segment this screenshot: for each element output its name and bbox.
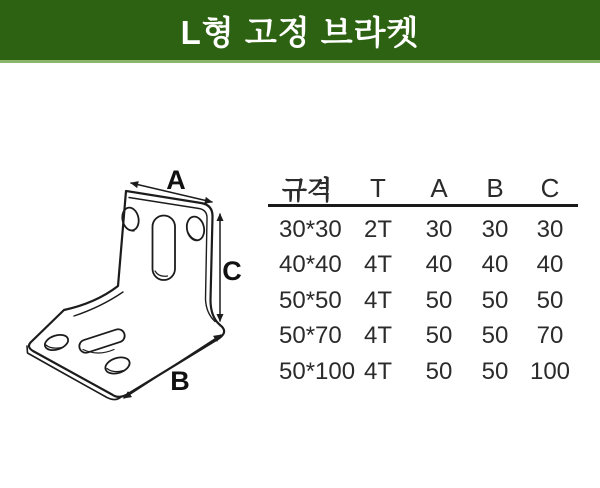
cell-t: 4T	[363, 322, 392, 350]
bracket-outline	[27, 191, 224, 400]
cell-c: 30	[536, 215, 564, 243]
cell-a: 30	[425, 215, 453, 243]
table-row	[268, 354, 578, 390]
cell-c: 40	[536, 251, 564, 279]
cell-a: 50	[425, 357, 453, 385]
hole-base-bottom	[103, 355, 131, 377]
spec-table-body	[268, 207, 578, 390]
col-header-size: 규격	[281, 175, 333, 205]
vertical-slot	[153, 216, 176, 281]
vertical-flange-holes	[120, 206, 206, 280]
cell-b: 30	[481, 215, 509, 243]
cell-b: 50	[481, 357, 509, 385]
cell-a: 50	[425, 322, 453, 350]
hole-top-right	[185, 215, 207, 242]
cell-c: 50	[536, 286, 564, 314]
cell-b: 40	[481, 251, 509, 279]
table-row	[268, 248, 578, 284]
dim-label-a: A	[166, 165, 186, 195]
cell-size: 50*50	[279, 286, 342, 314]
hole-base-left	[43, 332, 70, 353]
cell-b: 50	[481, 322, 509, 350]
col-header-c: C	[540, 173, 560, 203]
page-title: L형 고정 브라켓	[180, 13, 420, 51]
col-header-t: T	[370, 173, 386, 203]
cell-c: 70	[536, 322, 564, 350]
cell-c: 100	[529, 357, 571, 385]
table-row	[268, 319, 578, 355]
cell-size: 50*100	[279, 357, 356, 385]
cell-size: 50*70	[279, 322, 342, 350]
table-row	[268, 212, 578, 248]
col-header-a: A	[430, 173, 448, 203]
dim-label-c: C	[222, 256, 242, 286]
spec-table-header	[268, 170, 578, 207]
cell-a: 50	[425, 286, 453, 314]
dim-label-b: B	[170, 366, 190, 396]
cell-t: 4T	[363, 251, 392, 279]
cell-t: 4T	[363, 286, 392, 314]
cell-size: 40*40	[279, 251, 342, 279]
cell-size: 30*30	[279, 215, 342, 243]
cell-t: 2T	[363, 215, 392, 243]
table-row	[268, 283, 578, 319]
spec-table	[268, 170, 578, 390]
col-header-b: B	[486, 173, 504, 203]
cell-t: 4T	[363, 357, 392, 385]
cell-a: 40	[425, 251, 453, 279]
cell-b: 50	[481, 286, 509, 314]
